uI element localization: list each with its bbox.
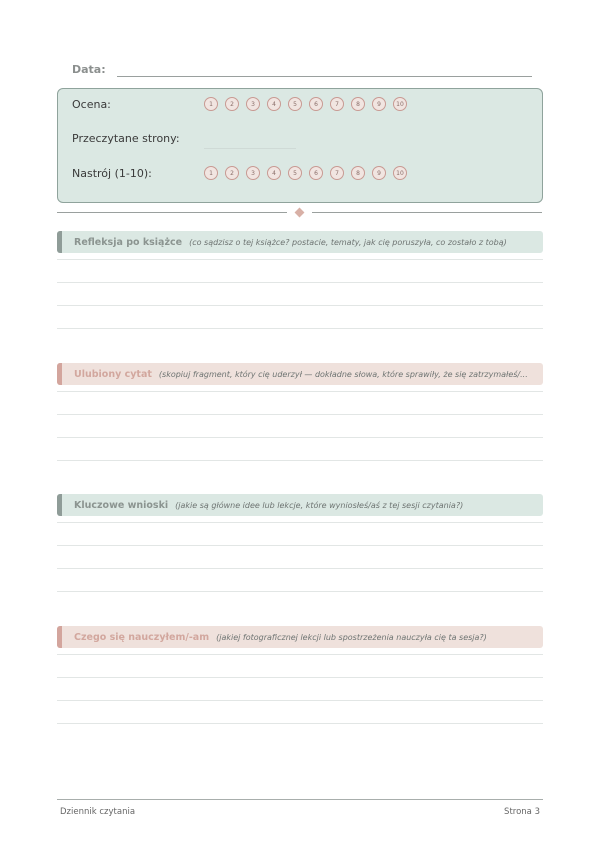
section-accent-bar: [57, 494, 62, 516]
writing-line[interactable]: [57, 522, 543, 523]
section-header-quote: [57, 363, 543, 385]
section-header-learned: [57, 626, 543, 648]
footer-journal-title: Dziennik czytania: [60, 807, 136, 817]
writing-line[interactable]: [57, 591, 543, 592]
section-title: Ulubiony cytat: [74, 368, 152, 380]
writing-line[interactable]: [57, 305, 543, 306]
mood-option[interactable]: 4: [267, 166, 281, 180]
rating-option[interactable]: 3: [246, 97, 260, 111]
section-header-takeaways: [57, 494, 543, 516]
mood-option[interactable]: 1: [204, 166, 218, 180]
pages-label: Przeczytane strony:: [72, 132, 180, 145]
mood-option[interactable]: 5: [288, 166, 302, 180]
diamond-ornament-icon: [295, 208, 305, 218]
rating-option[interactable]: 10: [393, 97, 407, 111]
pages-field-line[interactable]: [204, 148, 296, 149]
mood-label: Nastrój (1-10):: [72, 167, 152, 180]
info-box: [57, 88, 543, 203]
section-title: Kluczowe wnioski: [74, 499, 169, 511]
writing-line[interactable]: [57, 568, 543, 569]
section-title: Czego się nauczyłem/-am: [74, 631, 210, 643]
rating-option[interactable]: 8: [351, 97, 365, 111]
date-label: Data:: [72, 63, 106, 76]
writing-line[interactable]: [57, 259, 543, 260]
mood-option[interactable]: 6: [309, 166, 323, 180]
writing-line[interactable]: [57, 414, 543, 415]
section-accent-bar: [57, 231, 62, 253]
section-hint: (jakiej fotograficznej lekcji lub spostrzeżenia nauczyła cię ta sesja?): [216, 632, 487, 642]
writing-line[interactable]: [57, 437, 543, 438]
rating-option[interactable]: 7: [330, 97, 344, 111]
writing-line[interactable]: [57, 282, 543, 283]
section-hint: (skopiuj fragment, który cię uderzył — dokładne słowa, które sprawiły, że się zatrzymałeś/...: [158, 369, 528, 379]
writing-line[interactable]: [57, 700, 543, 701]
writing-line[interactable]: [57, 677, 543, 678]
mood-option[interactable]: 10: [393, 166, 407, 180]
rating-label: Ocena:: [72, 98, 111, 111]
writing-line[interactable]: [57, 328, 543, 329]
section-accent-bar: [57, 626, 62, 648]
divider-left: [57, 212, 287, 213]
mood-option[interactable]: 9: [372, 166, 386, 180]
divider-right: [312, 212, 542, 213]
rating-option[interactable]: 4: [267, 97, 281, 111]
rating-scale: [204, 97, 407, 111]
mood-option[interactable]: 8: [351, 166, 365, 180]
footer-page-number: Strona 3: [504, 807, 540, 817]
mood-option[interactable]: 2: [225, 166, 239, 180]
mood-option[interactable]: 3: [246, 166, 260, 180]
writing-line[interactable]: [57, 723, 543, 724]
mood-option[interactable]: 7: [330, 166, 344, 180]
writing-line[interactable]: [57, 545, 543, 546]
writing-line[interactable]: [57, 460, 543, 461]
rating-option[interactable]: 2: [225, 97, 239, 111]
section-title: Refleksja po książce: [74, 236, 183, 248]
date-row: [72, 62, 532, 80]
section-hint: (co sądzisz o tej książce? postacie, tematy, jak cię poruszyła, co zostało z tobą): [189, 237, 507, 247]
section-accent-bar: [57, 363, 62, 385]
writing-line[interactable]: [57, 654, 543, 655]
rating-option[interactable]: 9: [372, 97, 386, 111]
footer-divider: [57, 799, 543, 800]
rating-option[interactable]: 5: [288, 97, 302, 111]
rating-option[interactable]: 1: [204, 97, 218, 111]
section-hint: (jakie są główne idee lub lekcje, które wyniosłeś/aś z tej sesji czytania?): [175, 500, 464, 510]
writing-line[interactable]: [57, 391, 543, 392]
date-field-line[interactable]: [117, 76, 532, 77]
rating-option[interactable]: 6: [309, 97, 323, 111]
mood-scale: [204, 166, 407, 180]
section-header-reflection: [57, 231, 543, 253]
